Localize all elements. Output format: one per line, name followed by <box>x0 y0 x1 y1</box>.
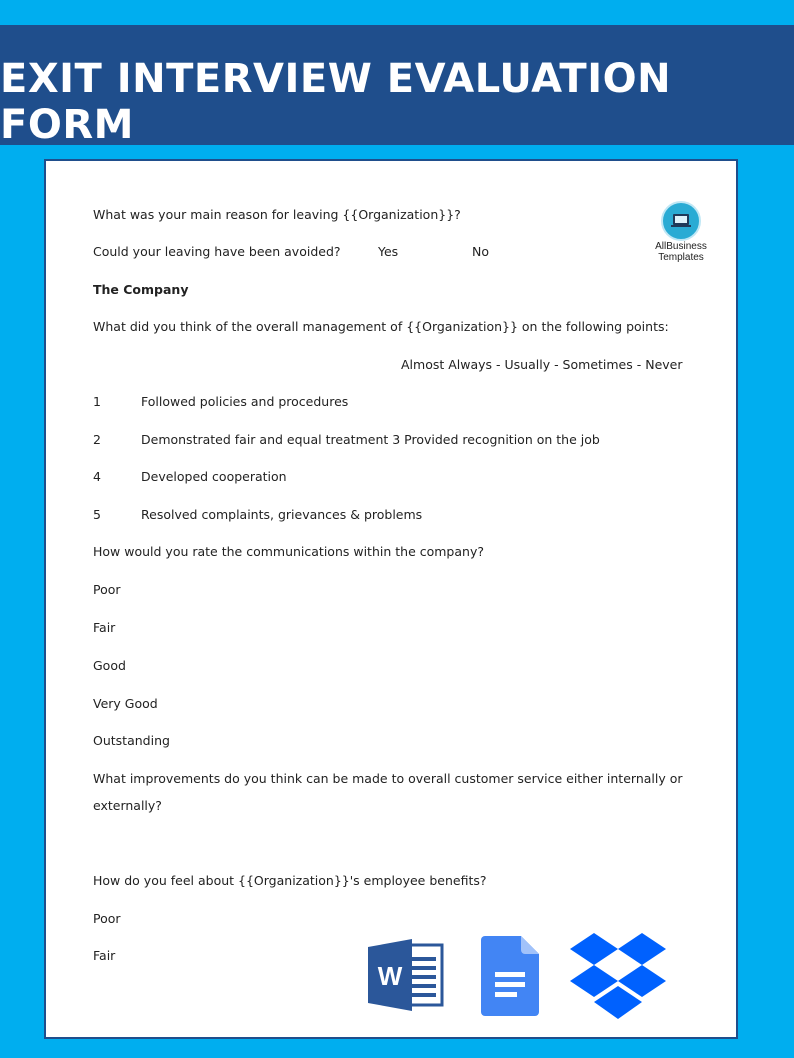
laptop-icon <box>661 201 701 241</box>
rating-option: Poor <box>93 582 121 597</box>
rating-option: Fair <box>93 620 116 635</box>
dropbox-icon[interactable] <box>570 931 666 1028</box>
list-item-number: 1 <box>93 394 101 409</box>
option-no: No <box>472 244 489 259</box>
list-item-number: 4 <box>93 469 101 484</box>
section-heading-company: The Company <box>93 282 189 297</box>
google-docs-icon[interactable] <box>481 936 541 1021</box>
benefit-rating-option: Fair <box>93 948 116 963</box>
rating-option: Good <box>93 658 126 673</box>
option-yes: Yes <box>378 244 399 259</box>
benefit-rating-option: Poor <box>93 911 121 926</box>
title-banner <box>0 25 794 148</box>
list-item-number: 2 <box>93 432 101 447</box>
list-item-text: Followed policies and procedures <box>141 394 349 409</box>
logo-text-line1: AllBusiness <box>655 241 707 252</box>
question-benefits: How do you feel about {{Organization}}'s employee benefits? <box>93 873 487 888</box>
rating-scale-header: Almost Always - Usually - Sometimes - Never <box>401 357 683 372</box>
page-title: EXIT INTERVIEW EVALUATION FORM <box>0 56 672 148</box>
list-item-text: Resolved complaints, grievances & problems <box>141 507 423 522</box>
list-item-text: Developed cooperation <box>141 469 287 484</box>
document-page <box>44 159 738 1039</box>
svg-text:W: W <box>377 961 403 991</box>
allbusiness-logo <box>651 201 711 263</box>
logo-text-line2: Templates <box>658 252 704 263</box>
question-improvements-line1: What improvements do you think can be made to overall customer service either internally or <box>93 771 683 786</box>
question-management: What did you think of the overall management of {{Organization}} on the following points: <box>93 319 669 334</box>
word-icon[interactable] <box>368 939 444 1016</box>
list-item-text: Demonstrated fair and equal treatment 3 Provided recognition on the job <box>141 432 600 447</box>
question-avoidable: Could your leaving have been avoided? <box>93 244 341 259</box>
rating-option: Very Good <box>93 696 158 711</box>
question-communications: How would you rate the communications within the company? <box>93 544 484 559</box>
question-reason-leaving: What was your main reason for leaving {{Organization}}? <box>93 207 461 222</box>
question-improvements-line2: externally? <box>93 798 162 813</box>
rating-option: Outstanding <box>93 733 170 748</box>
list-item-number: 5 <box>93 507 101 522</box>
